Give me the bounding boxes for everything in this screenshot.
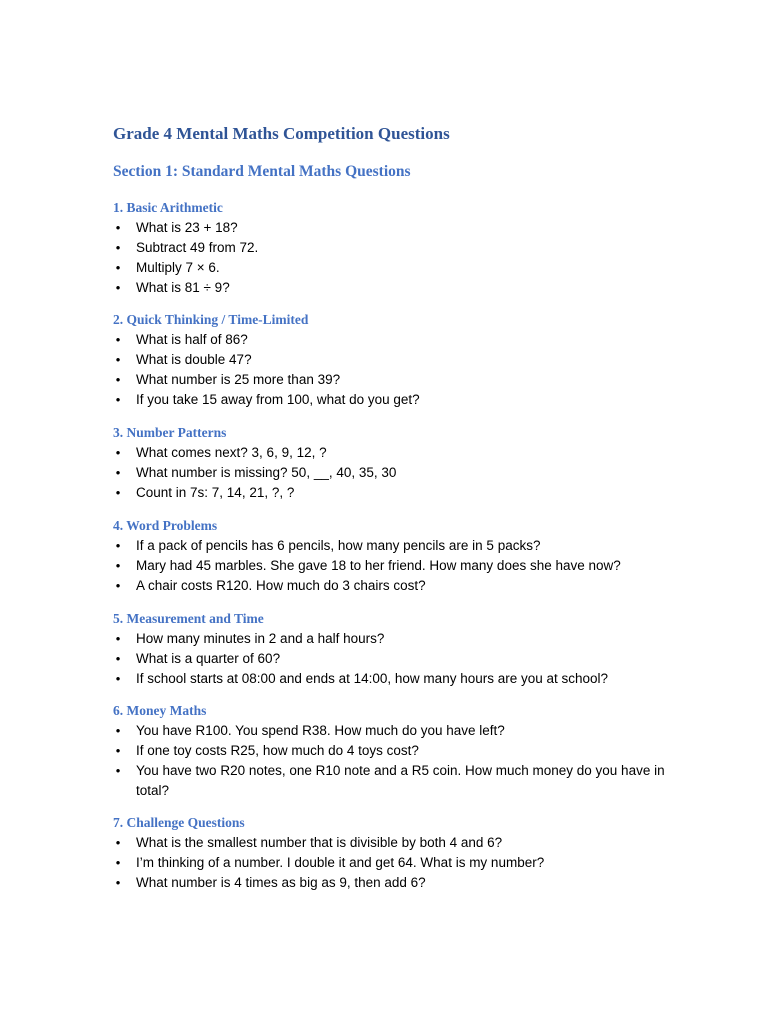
bullet-icon: • [115,763,121,778]
bullet-icon: • [115,538,121,553]
question-text: Mary had 45 marbles. She gave 18 to her friend. How many does she have now? [136,558,621,573]
question-list [113,218,673,298]
question-text: What number is 25 more than 39? [136,372,341,387]
question-list [113,536,673,596]
list-item [113,258,673,278]
question-text: What is 81 ÷ 9? [136,280,230,295]
list-item [113,218,673,238]
list-item [113,669,673,689]
question-text: Multiply 7 × 6. [136,260,220,275]
question-group-challenge [113,813,673,893]
question-text: You have R100. You spend R38. How much do you have left? [136,723,505,738]
bullet-icon: • [115,558,121,573]
question-group-number-patterns [113,423,673,503]
question-text: If a pack of pencils has 6 pencils, how many pencils are in 5 packs? [136,538,541,553]
group-heading: 2. Quick Thinking / Time-Limited [113,312,309,327]
section-title: Section 1: Standard Mental Maths Questions [113,163,411,180]
group-heading: 3. Number Patterns [113,425,227,440]
list-item [113,721,673,741]
group-heading: 4. Word Problems [113,518,218,533]
question-list [113,443,673,503]
question-text: What is double 47? [136,352,252,367]
bullet-icon: • [115,465,121,480]
bullet-icon: • [115,743,121,758]
question-text: What is half of 86? [136,332,248,347]
bullet-icon: • [115,631,121,646]
question-group-basic-arithmetic [113,198,673,298]
question-text: What number is missing? 50, __, 40, 35, 30 [136,465,397,480]
bullet-icon: • [115,651,121,666]
list-item [113,330,673,350]
list-item [113,278,673,298]
list-item [113,238,673,258]
list-item [113,370,673,390]
bullet-icon: • [115,485,121,500]
list-item [113,741,673,761]
list-item [113,576,673,596]
list-item [113,443,673,463]
question-group-word-problems [113,516,673,596]
question-group-measurement-time [113,609,673,689]
question-text: A chair costs R120. How much do 3 chairs cost? [136,578,426,593]
list-item [113,536,673,556]
list-item [113,873,673,893]
bullet-icon: • [115,671,121,686]
question-text: What is the smallest number that is divisible by both 4 and 6? [136,835,503,850]
question-list [113,629,673,689]
list-item [113,390,673,410]
list-item [113,853,673,873]
question-group-money-maths [113,701,673,801]
bullet-icon: • [115,855,121,870]
list-item [113,761,673,801]
question-text: If you take 15 away from 100, what do you get? [136,392,420,407]
list-item [113,629,673,649]
list-item [113,483,673,503]
bullet-icon: • [115,392,121,407]
list-item [113,350,673,370]
question-list [113,833,673,893]
bullet-icon: • [115,835,121,850]
question-text: You have two R20 notes, one R10 note and a R5 coin. How much money do you have in total? [136,763,665,798]
question-text: If school starts at 08:00 and ends at 14:00, how many hours are you at school? [136,671,609,686]
list-item [113,833,673,853]
group-heading: 1. Basic Arithmetic [113,200,223,215]
question-group-quick-thinking [113,310,673,410]
question-text: What number is 4 times as big as 9, then add 6? [136,875,426,890]
bullet-icon: • [115,352,121,367]
question-list [113,721,673,801]
bullet-icon: • [115,332,121,347]
question-text: If one toy costs R25, how much do 4 toys cost? [136,743,419,758]
bullet-icon: • [115,372,121,387]
document-title: Grade 4 Mental Maths Competition Questions [113,124,450,143]
question-text: How many minutes in 2 and a half hours? [136,631,385,646]
group-heading: 6. Money Maths [113,703,207,718]
question-text: Count in 7s: 7, 14, 21, ?, ? [136,485,295,500]
question-text: What is a quarter of 60? [136,651,281,666]
bullet-icon: • [115,240,121,255]
question-text: What comes next? 3, 6, 9, 12, ? [136,445,327,460]
bullet-icon: • [115,875,121,890]
group-heading: 7. Challenge Questions [113,815,245,830]
bullet-icon: • [115,280,121,295]
list-item [113,463,673,483]
question-list [113,330,673,410]
question-text: I’m thinking of a number. I double it and get 64. What is my number? [136,855,545,870]
list-item [113,649,673,669]
bullet-icon: • [115,445,121,460]
question-text: What is 23 + 18? [136,220,238,235]
bullet-icon: • [115,578,121,593]
bullet-icon: • [115,220,121,235]
bullet-icon: • [115,723,121,738]
bullet-icon: • [115,260,121,275]
group-heading: 5. Measurement and Time [113,611,264,626]
list-item [113,556,673,576]
question-text: Subtract 49 from 72. [136,240,259,255]
